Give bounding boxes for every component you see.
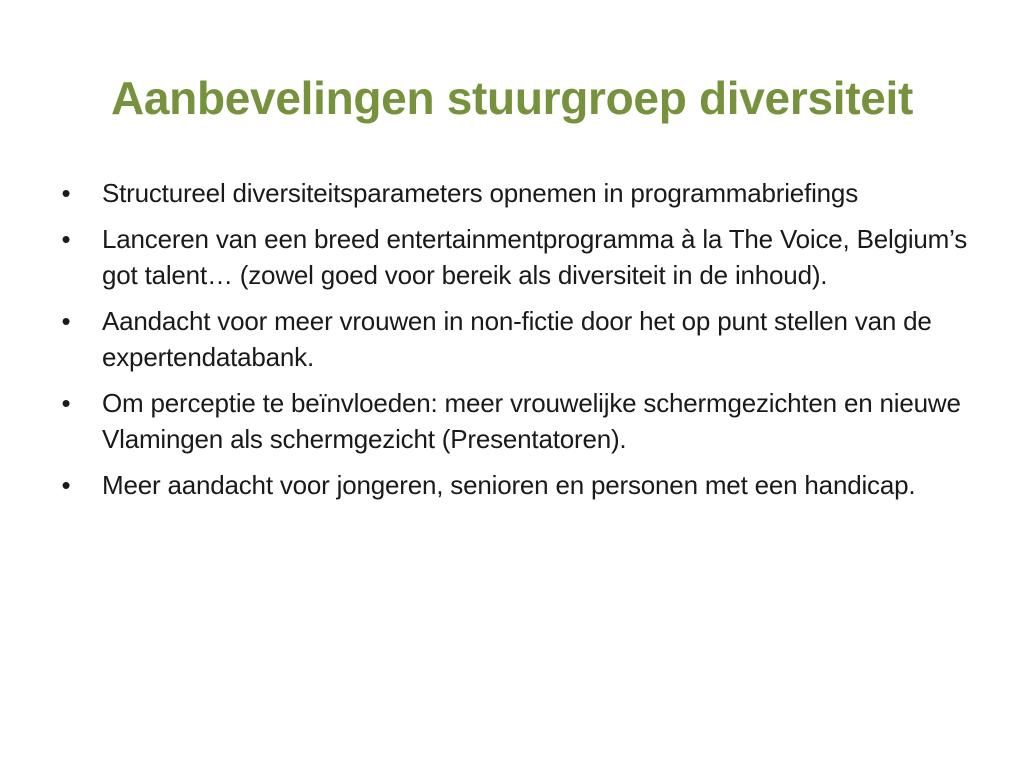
- bullet-text: Om perceptie te beïnvloeden: meer vrouwelijke schermgezichten en nieuwe Vlamingen als schermgezicht (Presentatoren).: [102, 388, 961, 454]
- bullet-icon: •: [61, 470, 71, 500]
- bullet-item-2: [56, 221, 976, 293]
- slide-title: Aanbevelingen stuurgroep diversiteit: [110, 72, 914, 124]
- bullet-item-4: [56, 385, 976, 457]
- bullet-text: Lanceren van een breed entertainmentprogramma à la The Voice, Belgium’s got talent… (zowel goed voor bereik als diversiteit in de inhoud).: [102, 224, 968, 290]
- bullet-icon: •: [61, 224, 71, 254]
- bullet-text: Aandacht voor meer vrouwen in non-fictie door het op punt stellen van de expertendatabank.: [102, 306, 932, 372]
- bullet-icon: •: [61, 178, 71, 208]
- bullet-icon: •: [61, 388, 71, 418]
- bullet-text: Meer aandacht voor jongeren, senioren en personen met een handicap.: [102, 470, 916, 500]
- bullet-item-1: [56, 175, 976, 211]
- bullet-list: [56, 175, 976, 513]
- bullet-item-5: [56, 467, 976, 503]
- bullet-item-3: [56, 303, 976, 375]
- bullet-text: Structureel diversiteitsparameters opnemen in programmabriefings: [102, 178, 858, 208]
- bullet-icon: •: [61, 306, 71, 336]
